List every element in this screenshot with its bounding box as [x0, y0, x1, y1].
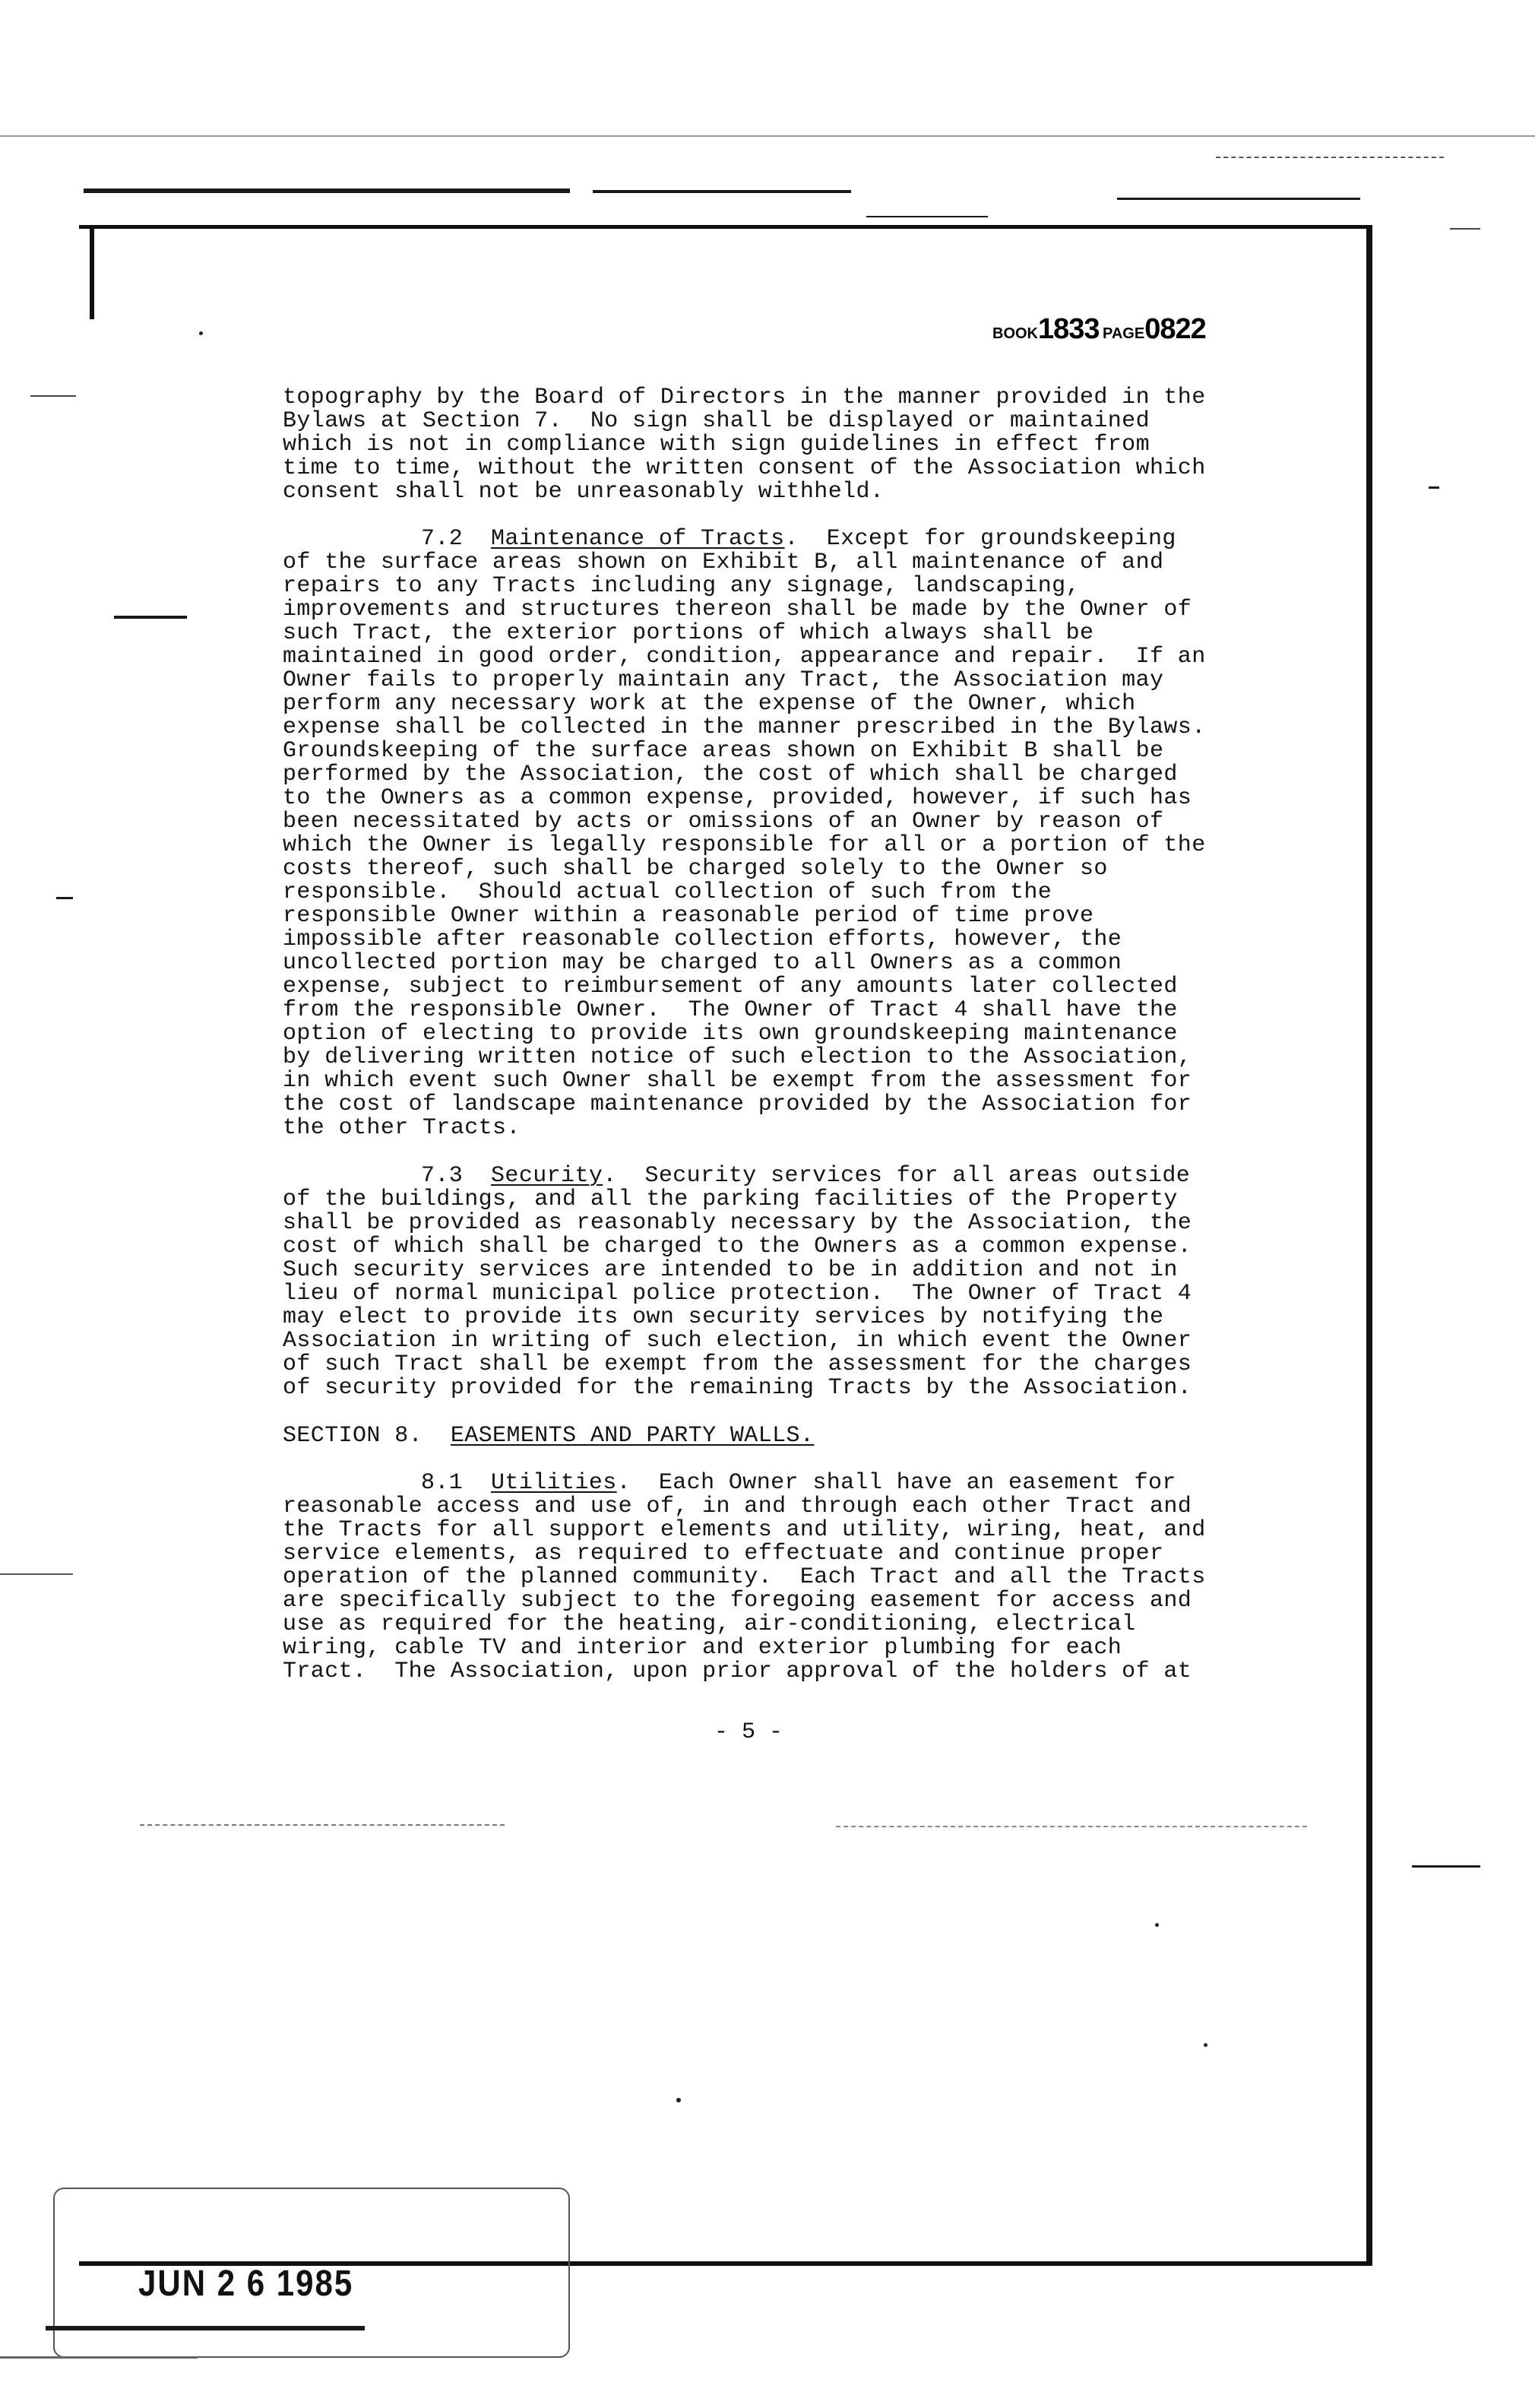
book-label: BOOK — [992, 325, 1038, 342]
text-line: such Tract, the exterior portions of which always shall be — [283, 620, 1094, 646]
text-line: Tract. The Association, upon prior approval of the holders of at — [283, 1659, 1192, 1684]
text-line: performed by the Association, the cost of which shall be charged — [283, 762, 1178, 787]
text-line: responsible. Should actual collection of such from the — [283, 879, 1052, 905]
text-line: of such Tract shall be exempt from the assessment for the charges — [283, 1351, 1192, 1377]
section-label: SECTION 8. — [283, 1423, 423, 1449]
text-line: costs thereof, such shall be charged solely to the Owner so — [283, 856, 1108, 882]
text-line: the other Tracts. — [283, 1115, 521, 1141]
text-line: shall be provided as reasonably necessary by the Association, the — [283, 1210, 1192, 1236]
text-line: Groundskeeping of the surface areas shown on Exhibit B shall be — [283, 738, 1164, 764]
text-line: perform any necessary work at the expense of the Owner, which — [283, 691, 1136, 717]
scan-artifact-top-edge — [593, 190, 851, 193]
text-line: repairs to any Tracts including any signage, landscaping, — [283, 573, 1080, 599]
section-heading: Utilities — [491, 1470, 617, 1496]
text-line: from the responsible Owner. The Owner of Tract 4 shall have the — [283, 997, 1178, 1023]
text-line: which is not in compliance with sign guidelines in effect from — [283, 432, 1150, 458]
section-first-line: . Except for groundskeeping — [784, 526, 1176, 552]
scan-artifact-side-line — [1412, 1865, 1480, 1868]
section-8-heading — [283, 1424, 814, 1448]
section-number: 7.2 — [421, 526, 464, 552]
scan-artifact-right-tick — [1450, 228, 1480, 230]
section-heading-line — [421, 528, 1176, 551]
filing-date-stamp: JUN 2 6 1985 — [138, 2262, 354, 2304]
text-line: of the surface areas shown on Exhibit B, all maintenance of and — [283, 550, 1164, 575]
section-heading: Maintenance of Tracts — [491, 526, 785, 552]
scan-artifact-bottom-bar — [46, 2326, 365, 2330]
text-line: service elements, as required to effectuate and continue proper — [283, 1541, 1164, 1567]
text-line: which the Owner is legally responsible for all or a portion of the — [283, 832, 1206, 858]
page-number-reference: 0822 — [1144, 313, 1206, 345]
text-line: impossible after reasonable collection efforts, however, the — [283, 927, 1122, 952]
text-line: cost of which shall be charged to the Owners as a common expense. — [283, 1234, 1192, 1259]
scan-artifact-right-tick — [1429, 486, 1439, 489]
section-title: EASEMENTS AND PARTY WALLS. — [450, 1423, 815, 1449]
text-line: uncollected portion may be charged to all Owners as a common — [283, 950, 1122, 976]
text-line: of the buildings, and all the parking facilities of the Property — [283, 1187, 1178, 1212]
section-heading: Security — [491, 1163, 603, 1189]
section-first-line: . Each Owner shall have an easement for — [616, 1470, 1176, 1496]
section-heading-line — [421, 1472, 1176, 1495]
text-line: reasonable access and use of, in and through each other Tract and — [283, 1494, 1192, 1519]
text-line: use as required for the heating, air-conditioning, electrical — [283, 1611, 1136, 1637]
page-label: PAGE — [1103, 325, 1145, 342]
scan-artifact-dashed — [1216, 157, 1444, 158]
book-page-reference — [992, 313, 1206, 346]
scan-artifact-left-tick — [30, 395, 76, 397]
text-line: Association in writing of such election, in which event the Owner — [283, 1328, 1192, 1354]
scan-artifact-top-edge — [84, 189, 570, 193]
text-line: are specifically subject to the foregoing easement for access and — [283, 1588, 1192, 1614]
text-line: Bylaws at Section 7. No sign shall be displayed or maintained — [283, 408, 1150, 434]
text-line: been necessitated by acts or omissions of an Owner by reason of — [283, 809, 1164, 835]
text-line: Owner fails to properly maintain any Tract, the Association may — [283, 667, 1164, 693]
text-line: responsible Owner within a reasonable period of time prove — [283, 903, 1094, 929]
text-line: consent shall not be unreasonably withheld. — [283, 479, 885, 505]
text-line: lieu of normal municipal police protection. The Owner of Tract 4 — [283, 1281, 1192, 1307]
frame-left-mark — [90, 228, 94, 319]
text-line: option of electing to provide its own groundskeeping maintenance — [283, 1021, 1178, 1047]
scan-artifact-bottom-bar — [0, 2356, 198, 2359]
text-line: expense, subject to reimbursement of any amounts later collected — [283, 974, 1178, 1000]
scan-artifact-top-edge — [1117, 198, 1360, 200]
text-line: Such security services are intended to be in addition and not in — [283, 1257, 1178, 1283]
text-line: may elect to provide its own security services by notifying the — [283, 1304, 1164, 1330]
text-line: operation of the planned community. Each Tract and all the Tracts — [283, 1564, 1206, 1590]
section-number: 7.3 — [421, 1163, 464, 1189]
text-line: by delivering written notice of such election to the Association, — [283, 1044, 1192, 1070]
section-number: 8.1 — [421, 1470, 464, 1496]
footer-page-number: - 5 - — [714, 1719, 783, 1745]
text-line: time to time, without the written consent of the Association which — [283, 455, 1206, 481]
scan-artifact-top-line — [0, 135, 1535, 137]
scan-artifact-top-edge — [866, 216, 988, 217]
text-line: maintained in good order, condition, appearance and repair. If an — [283, 644, 1206, 670]
text-line: topography by the Board of Directors in the manner provided in the — [283, 385, 1206, 410]
text-line: expense shall be collected in the manner prescribed in the Bylaws. — [283, 714, 1206, 740]
text-line: improvements and structures thereon shall be made by the Owner of — [283, 597, 1192, 623]
text-line: of security provided for the remaining Tracts by the Association. — [283, 1375, 1192, 1401]
section-heading-line — [421, 1164, 1190, 1188]
text-line: wiring, cable TV and interior and exterior plumbing for each — [283, 1635, 1122, 1661]
text-line: the Tracts for all support elements and utility, wiring, heat, and — [283, 1517, 1206, 1543]
section-first-line: . Security services for all areas outside — [603, 1163, 1191, 1189]
book-number: 1833 — [1038, 313, 1100, 345]
text-line: to the Owners as a common expense, provided, however, if such has — [283, 785, 1192, 811]
text-line: the cost of landscape maintenance provided by the Association for — [283, 1092, 1192, 1117]
scan-artifact-left-mark — [56, 897, 73, 899]
scan-artifact-side-line — [0, 1573, 73, 1575]
text-line: in which event such Owner shall be exempt from the assessment for — [283, 1068, 1192, 1094]
